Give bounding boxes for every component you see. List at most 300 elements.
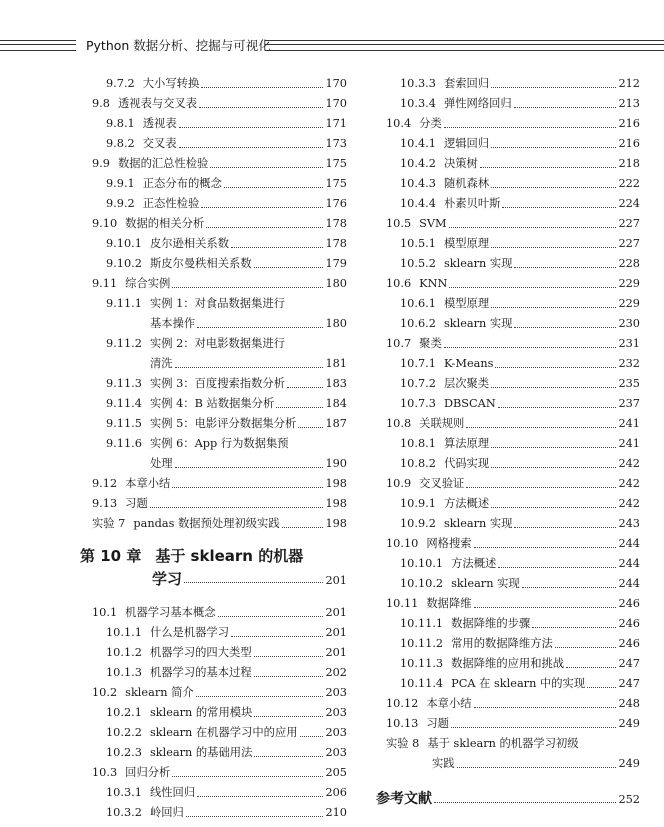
toc-entry[interactable] xyxy=(106,643,347,663)
toc-entry-number: 9.7.2 xyxy=(106,77,135,90)
toc-page-number: 180 xyxy=(325,277,347,290)
dot-leader xyxy=(199,107,323,108)
toc-entry-number: 10.8.1 xyxy=(400,437,436,450)
toc-entry-number: 10.1.3 xyxy=(106,666,142,679)
toc-entry-title: DBSCAN xyxy=(443,397,496,410)
toc-entry[interactable] xyxy=(106,723,347,743)
toc-entry[interactable] xyxy=(400,74,640,94)
toc-page-number: 203 xyxy=(325,686,347,699)
toc-entry-title: 方法概述 xyxy=(443,497,490,510)
toc-page-number: 203 xyxy=(325,746,347,759)
toc-page-number: 210 xyxy=(325,806,347,819)
dot-leader xyxy=(491,447,616,448)
toc-entry[interactable] xyxy=(400,634,640,654)
toc-entry-title: 实例 1：对食品数据集进行 xyxy=(149,297,285,310)
toc-page-number: 213 xyxy=(618,97,640,110)
toc-entry[interactable] xyxy=(106,294,347,314)
toc-entry-number: 10.11.1 xyxy=(400,617,444,630)
toc-entry-title: 实例 5：电影评分数据集分析 xyxy=(149,417,297,430)
toc-entry[interactable] xyxy=(386,114,640,134)
toc-page-number: 241 xyxy=(618,417,640,430)
toc-page-number: 205 xyxy=(325,766,347,779)
toc-entry[interactable] xyxy=(92,494,347,514)
dot-leader xyxy=(514,107,616,108)
toc-page-number: 179 xyxy=(325,257,347,270)
toc-entry-number: 9.11 xyxy=(92,277,118,290)
header-title: Python 数据分析、挖掘与可视化 xyxy=(86,38,271,53)
toc-page-number: 231 xyxy=(618,337,640,350)
toc-entry-number: 10.2.3 xyxy=(106,746,142,759)
toc-page-number: 176 xyxy=(325,197,347,210)
header-rule-left xyxy=(0,40,76,51)
dot-leader xyxy=(457,767,616,768)
toc-page-number: 206 xyxy=(325,786,347,799)
toc-entry-number: 10.7 xyxy=(386,337,412,350)
dot-leader xyxy=(587,687,616,688)
dot-leader xyxy=(196,696,323,697)
toc-entry-title: 常用的数据降维方法 xyxy=(451,637,553,650)
toc-page-number: 228 xyxy=(618,257,640,270)
toc-entry[interactable] xyxy=(106,334,347,354)
dot-leader xyxy=(566,667,616,668)
toc-page-number: 216 xyxy=(618,137,640,150)
toc-entry-title: 机器学习基本概念 xyxy=(125,606,216,619)
toc-entry-number: 10.2.1 xyxy=(106,706,142,719)
toc-entry[interactable] xyxy=(400,434,640,454)
dot-leader xyxy=(206,227,323,228)
toc-entry[interactable] xyxy=(386,414,640,434)
dot-leader xyxy=(186,816,323,817)
toc-page-number: 183 xyxy=(325,377,347,390)
toc-page-number: 222 xyxy=(618,177,640,190)
dot-leader xyxy=(491,467,616,468)
toc-page-number: 229 xyxy=(618,297,640,310)
chapter-title: 基于 sklearn 的机器 xyxy=(155,547,304,565)
toc-entry-number: 10.11.3 xyxy=(400,657,444,670)
dot-leader xyxy=(451,727,616,728)
toc-entry[interactable] xyxy=(400,314,640,334)
toc-entry-title: 岭回归 xyxy=(149,806,184,819)
toc-entry-number: 10.1 xyxy=(92,606,118,619)
toc-entry-number: 9.9.1 xyxy=(106,177,135,190)
toc-entry-title-continued: 实践 xyxy=(432,757,455,770)
toc-entry[interactable] xyxy=(106,74,347,94)
toc-entry-title-continued: 清洗 xyxy=(150,357,173,370)
toc-entry[interactable] xyxy=(400,614,640,634)
toc-entry-number: 9.8 xyxy=(92,97,110,110)
toc-page-number: 198 xyxy=(325,497,347,510)
dot-leader xyxy=(224,187,323,188)
toc-entry-title: 交叉表 xyxy=(142,137,177,150)
dot-leader xyxy=(298,427,323,428)
toc-entry[interactable] xyxy=(106,623,347,643)
toc-page-number: 244 xyxy=(618,537,640,550)
toc-page-number: 246 xyxy=(618,637,640,650)
toc-page-number: 202 xyxy=(325,666,347,679)
toc-entry-title: 实例 2：对电影数据集进行 xyxy=(149,337,285,350)
toc-entry[interactable] xyxy=(400,174,640,194)
toc-entry[interactable] xyxy=(106,134,347,154)
toc-entry-title: 网格搜索 xyxy=(426,537,472,550)
toc-entry-title: 弹性网络回归 xyxy=(443,97,512,110)
toc-entry-title: 皮尔逊相关系数 xyxy=(149,237,230,250)
toc-entry[interactable] xyxy=(106,663,347,683)
toc-page-number: 171 xyxy=(325,117,347,130)
toc-entry[interactable] xyxy=(106,114,347,134)
toc-entry[interactable] xyxy=(400,254,640,274)
toc-page-number: 201 xyxy=(325,574,347,587)
toc-entry[interactable] xyxy=(400,354,640,374)
toc-entry-number: 10.10.2 xyxy=(400,577,444,590)
toc-entry-title: 交叉验证 xyxy=(419,477,465,490)
dot-leader xyxy=(276,407,323,408)
toc-entry-number: 10.5 xyxy=(386,217,412,230)
toc-entry-number: 9.9 xyxy=(92,157,110,170)
toc-entry[interactable] xyxy=(386,534,640,554)
toc-entry-number: 10.5.2 xyxy=(400,257,436,270)
toc-entry[interactable] xyxy=(92,154,347,174)
toc-entry-title: PCA 在 sklearn 中的实现 xyxy=(451,677,586,690)
toc-entry-number: 10.6.2 xyxy=(400,317,436,330)
toc-entry-title: 习题 xyxy=(426,717,449,730)
toc-page-number: 230 xyxy=(618,317,640,330)
toc-entry-title: 决策树 xyxy=(443,157,478,170)
toc-entry[interactable] xyxy=(400,394,640,414)
toc-page-number: 241 xyxy=(618,437,640,450)
toc-entry-number: 10.1.1 xyxy=(106,626,142,639)
toc-entry[interactable] xyxy=(400,554,640,574)
toc-entry-number: 10.4.4 xyxy=(400,197,436,210)
dot-leader xyxy=(449,227,616,228)
toc-page-number: 249 xyxy=(618,757,640,770)
toc-entry[interactable] xyxy=(400,514,640,534)
toc-entry-title: 实例 4：B 站数据集分析 xyxy=(149,397,275,410)
toc-entry[interactable] xyxy=(106,743,347,763)
dot-leader xyxy=(498,407,616,408)
toc-page-number: 232 xyxy=(618,357,640,370)
toc-entry-number: 10.4.3 xyxy=(400,177,436,190)
toc-entry-number: 10.9.2 xyxy=(400,517,436,530)
toc-page-number: 227 xyxy=(618,217,640,230)
dot-leader xyxy=(491,247,616,248)
toc-page-number: 190 xyxy=(325,457,347,470)
toc-entry-number: 10.11.4 xyxy=(400,677,444,690)
toc-page-number: 180 xyxy=(325,317,347,330)
toc-page-number: 246 xyxy=(618,617,640,630)
toc-entry[interactable] xyxy=(106,234,347,254)
toc-entry-number: 9.10.1 xyxy=(106,237,142,250)
toc-entry-title: 本章小结 xyxy=(426,697,472,710)
toc-entry-number: 9.11.4 xyxy=(106,397,142,410)
dot-leader xyxy=(491,307,616,308)
dot-leader xyxy=(175,467,323,468)
toc-entry[interactable] xyxy=(92,763,347,783)
toc-entry-number: 9.12 xyxy=(92,477,118,490)
dot-leader xyxy=(231,636,323,637)
toc-page-number: 198 xyxy=(325,517,347,530)
toc-page-number: 198 xyxy=(325,477,347,490)
toc-entry-continuation[interactable] xyxy=(150,354,347,374)
toc-page-number: 201 xyxy=(325,646,347,659)
dot-leader xyxy=(218,616,323,617)
toc-entry[interactable] xyxy=(106,374,347,394)
chapter-heading[interactable] xyxy=(80,545,303,566)
toc-entry-number: 10.9.1 xyxy=(400,497,436,510)
toc-entry[interactable] xyxy=(106,703,347,723)
dot-leader xyxy=(495,367,616,368)
toc-entry[interactable] xyxy=(386,334,640,354)
toc-entry-title: 线性回归 xyxy=(149,786,196,799)
toc-entry-continuation[interactable] xyxy=(432,754,640,774)
toc-entry-continuation[interactable] xyxy=(150,454,347,474)
toc-entry-number: 10.8 xyxy=(386,417,412,430)
toc-entry-title: sklearn 简介 xyxy=(125,686,194,699)
dot-leader xyxy=(150,507,323,508)
dot-leader xyxy=(254,676,323,677)
dot-leader xyxy=(498,567,616,568)
toc-entry[interactable] xyxy=(400,154,640,174)
dot-leader xyxy=(254,756,323,757)
toc-entry[interactable] xyxy=(386,734,640,754)
toc-entry-title: 套索回归 xyxy=(443,77,490,90)
dot-leader xyxy=(254,656,323,657)
toc-entry[interactable] xyxy=(92,94,347,114)
dot-leader xyxy=(201,207,323,208)
toc-entry-number: 9.8.2 xyxy=(106,137,135,150)
toc-entry[interactable] xyxy=(92,214,347,234)
dot-leader xyxy=(184,582,323,583)
chapter-heading-continuation[interactable] xyxy=(152,569,347,589)
dot-leader xyxy=(466,427,616,428)
toc-entry[interactable] xyxy=(400,294,640,314)
toc-page-number: 246 xyxy=(618,597,640,610)
toc-entry[interactable] xyxy=(386,714,640,734)
toc-entry-title: 数据降维的步骤 xyxy=(451,617,531,630)
toc-entry-title: 综合实例 xyxy=(125,277,171,290)
toc-entry-continuation[interactable] xyxy=(150,314,347,334)
dot-leader xyxy=(480,167,616,168)
toc-page-number: 187 xyxy=(325,417,347,430)
toc-entry-number: 10.1.2 xyxy=(106,646,142,659)
toc-page-number: 244 xyxy=(618,557,640,570)
dot-leader xyxy=(466,487,616,488)
dot-leader xyxy=(491,187,616,188)
toc-entry-title: 模型原理 xyxy=(443,297,490,310)
dot-leader xyxy=(282,527,323,528)
toc-entry-title: 算法原理 xyxy=(443,437,490,450)
toc-entry-title: 透视表与交叉表 xyxy=(117,97,198,110)
toc-page-number: 243 xyxy=(618,517,640,530)
toc-entry-number: 10.10.1 xyxy=(400,557,444,570)
toc-entry[interactable] xyxy=(92,274,347,294)
toc-page-number: 229 xyxy=(618,277,640,290)
toc-entry-title: 斯皮尔曼秩相关系数 xyxy=(149,257,252,270)
toc-entry-number: 9.11.6 xyxy=(106,437,142,450)
toc-entry-title: 习题 xyxy=(125,497,148,510)
toc-page-number: 249 xyxy=(618,717,640,730)
toc-entry-number: 9.11.1 xyxy=(106,297,142,310)
toc-entry-title: sklearn 实现 xyxy=(443,517,513,530)
dot-leader xyxy=(491,147,616,148)
toc-entry-number: 9.10.2 xyxy=(106,257,142,270)
dot-leader xyxy=(444,127,616,128)
toc-page-number: 242 xyxy=(618,457,640,470)
toc-entry-number: 10.7.3 xyxy=(400,397,436,410)
toc-page-number: 212 xyxy=(618,77,640,90)
toc-entry[interactable] xyxy=(400,574,640,594)
toc-entry[interactable] xyxy=(400,674,640,694)
toc-entry-title: 数据的汇总性检验 xyxy=(117,157,209,170)
toc-entry-number: 10.6 xyxy=(386,277,412,290)
toc-entry[interactable] xyxy=(92,683,347,703)
toc-entry[interactable] xyxy=(400,234,640,254)
toc-entry-number: 10.3 xyxy=(92,766,118,779)
toc-entry[interactable] xyxy=(386,474,640,494)
toc-page-number: 201 xyxy=(325,606,347,619)
dot-leader xyxy=(474,547,616,548)
toc-entry-number: 10.3.3 xyxy=(400,77,436,90)
toc-entry[interactable] xyxy=(106,434,347,454)
toc-page-number: 235 xyxy=(618,377,640,390)
toc-entry[interactable] xyxy=(106,394,347,414)
toc-entry-number: 10.8.2 xyxy=(400,457,436,470)
toc-entry[interactable] xyxy=(400,654,640,674)
dot-leader xyxy=(491,87,616,88)
toc-page-number: 224 xyxy=(618,197,640,210)
toc-entry-number: 10.2 xyxy=(92,686,118,699)
toc-entry[interactable] xyxy=(400,454,640,474)
toc-entry-number: 9.9.2 xyxy=(106,197,135,210)
toc-entry-title: 机器学习的四大类型 xyxy=(149,646,252,659)
dot-leader xyxy=(491,507,616,508)
toc-entry-number: 实验 8 xyxy=(386,737,420,750)
toc-entry-number: 10.4.2 xyxy=(400,157,436,170)
toc-entry-number: 10.7.2 xyxy=(400,377,436,390)
toc-page-number: 170 xyxy=(325,77,347,90)
toc-entry-number: 9.8.1 xyxy=(106,117,135,130)
toc-entry-title: 机器学习的基本过程 xyxy=(149,666,252,679)
dot-leader xyxy=(175,367,323,368)
toc-entry-title: 透视表 xyxy=(142,117,177,130)
dot-leader xyxy=(254,267,323,268)
toc-entry-title-continued: 处理 xyxy=(150,457,173,470)
toc-entry[interactable] xyxy=(106,783,347,803)
toc-entry-title: sklearn 的基础用法 xyxy=(149,746,253,759)
toc-page-number: 173 xyxy=(325,137,347,150)
toc-entry-title: KNN xyxy=(419,277,448,290)
toc-entry[interactable] xyxy=(106,414,347,434)
toc-entry-number: 10.13 xyxy=(386,717,419,730)
toc-page-number: 248 xyxy=(618,697,640,710)
dot-leader xyxy=(172,287,323,288)
toc-entry-title: 方法概述 xyxy=(451,557,497,570)
toc-entry[interactable] xyxy=(106,194,347,214)
toc-entry[interactable] xyxy=(400,94,640,114)
toc-entry-title: 本章小结 xyxy=(125,477,171,490)
toc-entry[interactable] xyxy=(386,274,640,294)
toc-entry[interactable] xyxy=(400,194,640,214)
toc-entry[interactable] xyxy=(400,494,640,514)
dot-leader xyxy=(254,716,323,717)
toc-page-number: 170 xyxy=(325,97,347,110)
toc-entry-number: 10.3.4 xyxy=(400,97,436,110)
toc-entry-title: 代码实现 xyxy=(443,457,490,470)
toc-entry[interactable] xyxy=(106,803,347,823)
toc-page-number: 244 xyxy=(618,577,640,590)
toc-entry[interactable] xyxy=(92,514,347,534)
toc-entry-number: 10.2.2 xyxy=(106,726,142,739)
toc-entry-title: 实例 3：百度搜索指数分析 xyxy=(149,377,285,390)
chapter-number: 第 10 章 xyxy=(80,547,142,565)
toc-entry-number: 10.11 xyxy=(386,597,419,610)
dot-leader xyxy=(172,776,323,777)
toc-entry-title: sklearn 在机器学习中的应用 xyxy=(149,726,298,739)
toc-entry[interactable] xyxy=(92,474,347,494)
toc-entry-title: 基于 sklearn 的机器学习初级 xyxy=(427,737,579,750)
dot-leader xyxy=(514,327,616,328)
toc-entry-title: 数据降维 xyxy=(426,597,472,610)
toc-entry-title: 回归分析 xyxy=(125,766,171,779)
toc-entry[interactable] xyxy=(386,214,640,234)
dot-leader xyxy=(491,387,616,388)
dot-leader xyxy=(201,87,323,88)
toc-entry-title: 数据降维的应用和挑战 xyxy=(451,657,565,670)
toc-entry[interactable] xyxy=(106,254,347,274)
toc-entry-title: 正态性检验 xyxy=(142,197,200,210)
toc-entry-number: 10.7.1 xyxy=(400,357,436,370)
toc-page-number: 247 xyxy=(618,677,640,690)
toc-entry-title: 关联规则 xyxy=(419,417,465,430)
toc-page-number: 175 xyxy=(325,177,347,190)
dot-leader xyxy=(514,527,616,528)
toc-entry-title: sklearn 实现 xyxy=(443,317,513,330)
toc-entry-number: 9.10 xyxy=(92,217,118,230)
toc-entry[interactable] xyxy=(400,134,640,154)
toc-entry[interactable] xyxy=(386,594,640,614)
toc-page-number: 175 xyxy=(325,157,347,170)
toc-page-number: 216 xyxy=(618,117,640,130)
toc-entry-title: sklearn 实现 xyxy=(451,577,520,590)
toc-entry[interactable] xyxy=(386,694,640,714)
toc-entry[interactable] xyxy=(92,603,347,623)
toc-entry[interactable] xyxy=(106,174,347,194)
toc-page-number: 203 xyxy=(325,726,347,739)
dot-leader xyxy=(179,147,323,148)
toc-page-number: 178 xyxy=(325,237,347,250)
dot-leader xyxy=(522,587,616,588)
dot-leader xyxy=(502,207,616,208)
toc-entry-title: 数据的相关分析 xyxy=(125,217,205,230)
toc-entry-number: 10.3.1 xyxy=(106,786,142,799)
toc-page-number: 227 xyxy=(618,237,640,250)
toc-entry-number: 10.10 xyxy=(386,537,419,550)
header-rule-right xyxy=(265,40,664,51)
toc-page-number: 184 xyxy=(325,397,347,410)
dot-leader xyxy=(532,627,616,628)
toc-entry-title: 随机森林 xyxy=(443,177,490,190)
toc-entry-number: 9.11.2 xyxy=(106,337,142,350)
dot-leader xyxy=(434,802,616,803)
toc-entry-number: 10.11.2 xyxy=(400,637,444,650)
toc-entry-title: sklearn 实现 xyxy=(443,257,513,270)
toc-entry-number: 9.13 xyxy=(92,497,118,510)
toc-entry[interactable] xyxy=(400,374,640,394)
references-entry[interactable] xyxy=(376,789,640,809)
chapter-title-continued: 学习 xyxy=(152,570,183,588)
toc-page-number: 247 xyxy=(618,657,640,670)
toc-entry-number: 10.3.2 xyxy=(106,806,142,819)
toc-entry-title: 逻辑回归 xyxy=(443,137,490,150)
